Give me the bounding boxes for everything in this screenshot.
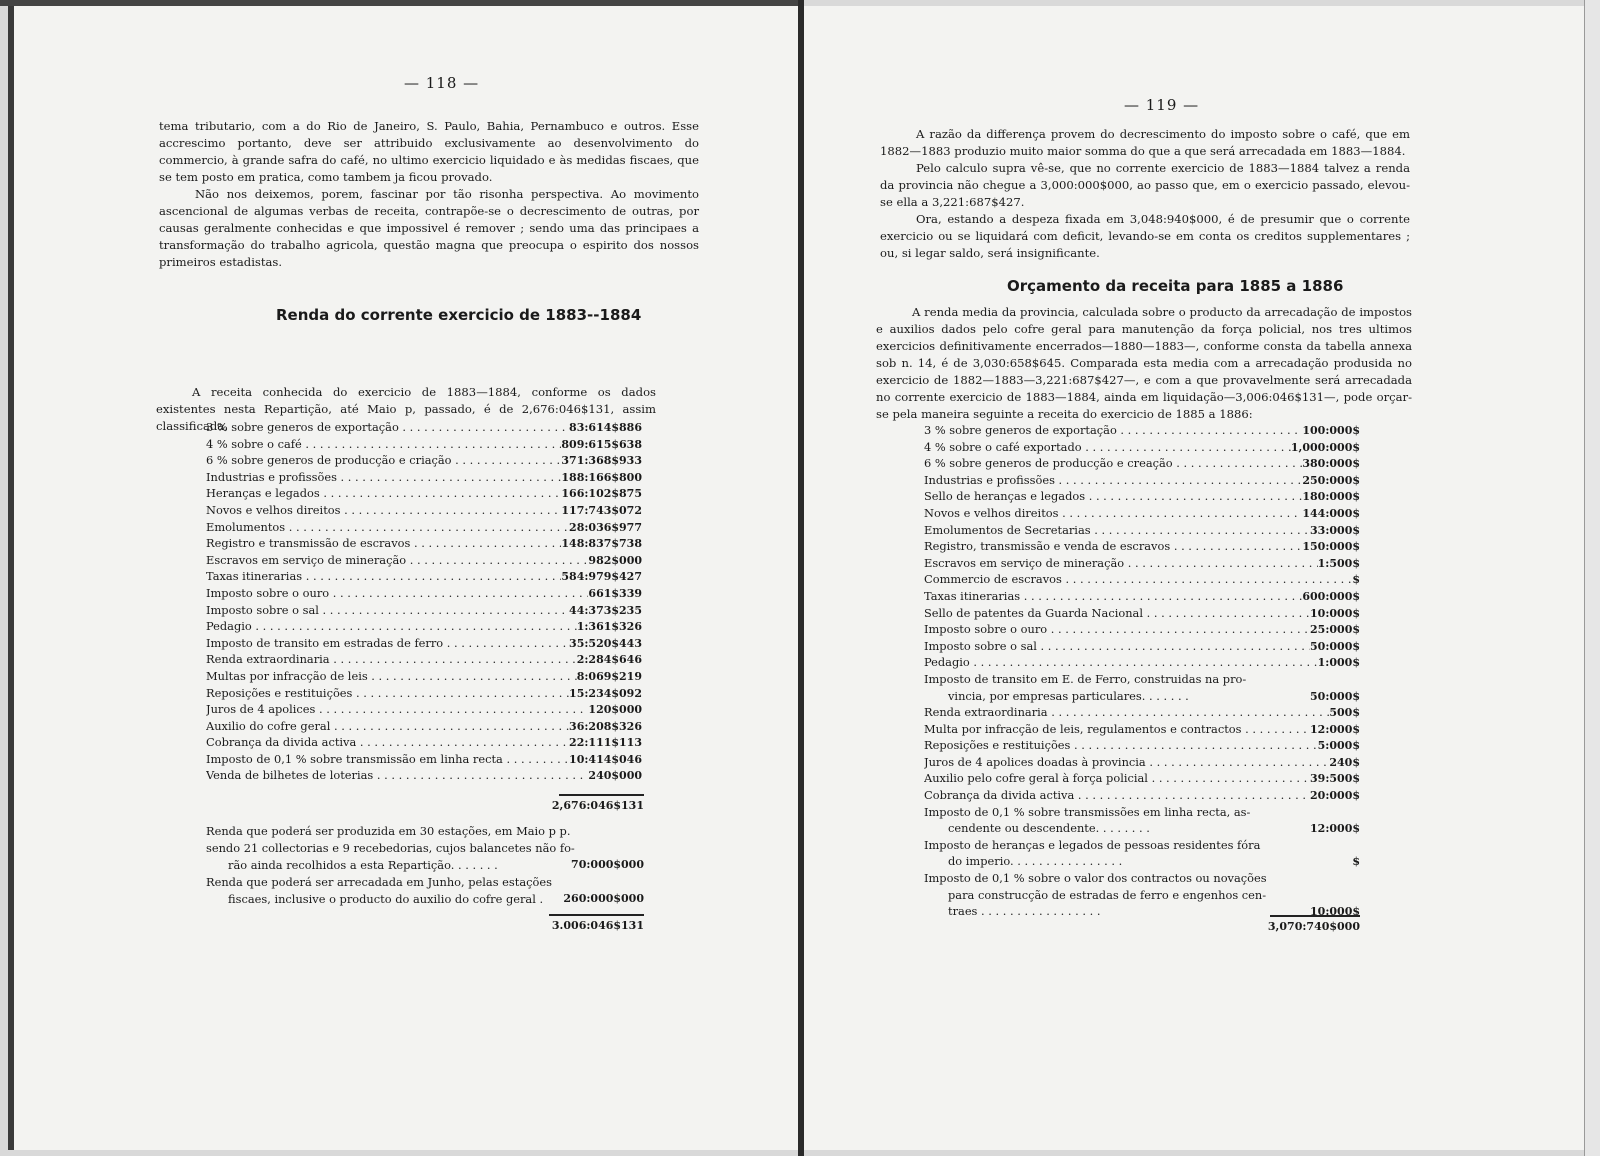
revenue-row-label: 4 % sobre o café . . .	[206, 436, 561, 453]
budget-row-label: Novos e velhos direitos . . .	[924, 505, 1302, 522]
revenue-row-label: Juros de 4 apolices . . .	[206, 701, 588, 718]
budget-row-value: 1,000:000$	[1290, 440, 1360, 454]
budget-row-rail-1-label: Imposto de 0,1 % sobre o valor dos contractos ou novações	[924, 871, 1267, 886]
revenue-row-label: Imposto sobre o sal . . .	[206, 602, 569, 619]
right-budget-table	[924, 422, 1360, 920]
budget-row-label: 4 % sobre o café exportado . . .	[924, 439, 1291, 456]
budget-row	[924, 721, 1360, 738]
left-subtotal: 2,676:046$131	[551, 799, 644, 812]
left-intro-paragraph-1: tema tributario, com a do Rio de Janeiro, S. Paulo, Bahia, Pernambuco e outros. Esse accrescimo portanto, deve ser attribuido exclusivamente ao desenvolvimento do commercio, à grande safra do café, no ultimo exercicio liquidado e às medidas fiscaes, que se tem posto em pratica, como tambem ja ficou provado.	[159, 119, 699, 184]
budget-row	[924, 538, 1360, 555]
revenue-row-value: 28:036$977	[569, 520, 642, 534]
budget-row-value: 600:000$	[1302, 589, 1360, 603]
revenue-row-label: Imposto sobre o ouro . . .	[206, 585, 588, 602]
right-intro-paragraph-1: A razão da differença provem do decrescimento do imposto sobre o café, que em 1882—1883 produzio muito maior somma do que a que será arrecadada em 1883—1884.	[880, 127, 1410, 158]
right-grand-total: 3,070:740$000	[1267, 920, 1360, 933]
budget-row-label: 3 % sobre generos de exportação . . .	[924, 422, 1302, 439]
budget-row-value: 100:000$	[1302, 424, 1360, 437]
budget-row	[924, 455, 1360, 472]
revenue-row	[206, 767, 642, 784]
revenue-row-label: Multas por infracção de leis . . .	[206, 668, 577, 685]
budget-row-transit-2-value: 50:000$	[1310, 689, 1360, 703]
left-subtotal-rule	[559, 794, 644, 796]
budget-row	[924, 754, 1360, 771]
budget-row	[924, 472, 1360, 489]
left-intro-paragraph-2: Não nos deixemos, porem, fascinar por tão risonha perspectiva. Ao movimento ascencional de algumas verbas de receita, contrapõe-se o decrescimento de outras, por causas geralmente conhecidas e que impossivel é remover ; sendo uma das principaes a transformação do trabalho agricola, questão magna que preocupa o espirito dos nossos primeiros estadistas.	[159, 187, 699, 269]
revenue-row	[206, 585, 642, 602]
revenue-row-value: 35:520$443	[569, 636, 642, 650]
budget-row-value: 500$	[1329, 706, 1360, 720]
budget-row	[924, 505, 1360, 522]
budget-row	[924, 787, 1360, 804]
budget-row-label: Imposto sobre o ouro . . .	[924, 621, 1310, 638]
budget-row	[924, 638, 1360, 655]
page-number-left: — 118 —	[404, 74, 480, 92]
budget-row-value: 380:000$	[1302, 457, 1360, 471]
budget-row-value: 5:000$	[1317, 739, 1360, 753]
budget-row-label: Renda extraordinaria . . .	[924, 704, 1329, 721]
budget-row-label: Commercio de escravos . . .	[924, 571, 1352, 588]
revenue-row	[206, 436, 642, 453]
extra-may-line-2: sendo 21 collectorias e 9 recebedorias, cujos balancetes não fo-	[206, 841, 575, 855]
budget-row	[924, 737, 1360, 754]
budget-row-value: 1:500$	[1317, 556, 1360, 570]
revenue-row	[206, 419, 642, 436]
budget-row-label: Imposto sobre o sal . . .	[924, 638, 1310, 655]
revenue-row-label: Imposto de 0,1 % sobre transmissão em linha recta . . .	[206, 751, 569, 768]
budget-row-label: Sello de patentes da Guarda Nacional . . .	[924, 605, 1310, 622]
budget-row-label: Reposições e restituições . . .	[924, 737, 1318, 754]
budget-row-label: Pedagio . . .	[924, 654, 1318, 671]
budget-row-label: Emolumentos de Secretarias . . .	[924, 522, 1310, 539]
budget-row-inherit-1	[924, 837, 1360, 854]
budget-row-tax01-2-label: cendente ou descendente. . . . . . . .	[948, 821, 1150, 836]
budget-row-inherit-2-label: do imperio. . . . . . . . . . . . . . . .	[948, 854, 1123, 869]
budget-row	[924, 522, 1360, 539]
revenue-row	[206, 469, 642, 486]
revenue-row-label: Novos e velhos direitos . . .	[206, 502, 561, 519]
revenue-row-label: Auxilio do cofre geral . . .	[206, 718, 569, 735]
revenue-row	[206, 751, 642, 768]
budget-row-value: 12:000$	[1310, 722, 1360, 736]
revenue-row-value: 809:615$638	[561, 437, 642, 451]
budget-row-value: 10:000$	[1310, 606, 1360, 620]
budget-row-inherit-2	[924, 853, 1360, 870]
budget-row-value: 150:000$	[1302, 540, 1360, 554]
budget-row-label: Multa por infracção de leis, regulamentos e contractos . . .	[924, 721, 1310, 738]
revenue-row-value: 120$000	[588, 703, 642, 717]
left-revenue-table	[206, 419, 642, 784]
revenue-row-value: 15:234$092	[569, 686, 642, 700]
revenue-row-label: Renda extraordinaria . . .	[206, 651, 577, 668]
revenue-row	[206, 485, 642, 502]
revenue-row-value: 148:837$738	[561, 537, 642, 551]
revenue-row-label: Pedagio . . .	[206, 618, 577, 635]
revenue-row-label: Imposto de transito em estradas de ferro . . .	[206, 635, 569, 652]
budget-row-value: 20:000$	[1310, 789, 1360, 803]
budget-row-value: $	[1352, 573, 1360, 587]
page-118	[8, 6, 800, 1150]
revenue-row-label: Registro e transmissão de escravos . . .	[206, 535, 561, 552]
revenue-row	[206, 519, 642, 536]
budget-row-rail-2-label: para construcção de estradas de ferro e engenhos cen-	[948, 887, 1267, 902]
revenue-row	[206, 734, 642, 751]
right-total-rule	[1270, 915, 1360, 917]
revenue-row	[206, 635, 642, 652]
revenue-row-value: 2:284$646	[576, 653, 642, 667]
budget-row-value: 33:000$	[1310, 523, 1360, 537]
left-intro	[159, 118, 699, 271]
budget-row-tax01-2	[924, 820, 1360, 837]
revenue-row-value: 44:373$235	[569, 603, 642, 617]
revenue-row	[206, 452, 642, 469]
revenue-row-value: 83:614$886	[569, 421, 642, 434]
extra-may-line-1: Renda que poderá ser produzida em 30 estações, em Maio p p.	[206, 824, 571, 838]
revenue-row-label: Heranças e legados . . .	[206, 485, 561, 502]
revenue-row-value: 240$000	[588, 769, 642, 783]
budget-row-rail-2	[924, 887, 1360, 904]
revenue-row-value: 166:102$875	[561, 487, 642, 501]
budget-row-inherit-1-label: Imposto de heranças e legados de pessoas residentes fóra	[924, 837, 1261, 852]
budget-row-tax01-2-value: 12:000$	[1310, 822, 1360, 836]
budget-row-value: 39:500$	[1310, 772, 1360, 786]
revenue-row-label: Reposições e restituições . . .	[206, 685, 569, 702]
budget-row-rail-3-label: traes . . . . . . . . . . . . . . . . .	[948, 904, 1101, 919]
revenue-row-value: 1:361$326	[576, 620, 642, 634]
budget-row-label: Sello de heranças e legados . . .	[924, 488, 1302, 505]
left-total-rule	[549, 914, 644, 916]
revenue-row	[206, 552, 642, 569]
revenue-row-label: Escravos em serviço de mineração . . .	[206, 552, 588, 569]
revenue-row-value: 10:414$046	[569, 752, 642, 766]
budget-row	[924, 704, 1360, 721]
budget-row-transit-1	[924, 671, 1360, 688]
revenue-row-label: Emolumentos . . .	[206, 519, 569, 536]
page-edge	[1584, 0, 1600, 1156]
budget-row-value: 50:000$	[1310, 639, 1360, 653]
budget-row-rail-3	[924, 903, 1360, 920]
revenue-row-value: 982$000	[588, 553, 642, 567]
revenue-row	[206, 668, 642, 685]
left-lead-text: A receita conhecida do exercicio de 1883—1884, conforme os dados existentes nesta Repartição, até Maio p, passado, é de 2,676:046$131, assim classificada,	[156, 385, 656, 433]
budget-row-label: 6 % sobre generos de producção e creação . . .	[924, 455, 1302, 472]
revenue-row	[206, 568, 642, 585]
revenue-row-label: Cobrança da divida activa . . .	[206, 734, 569, 751]
revenue-row	[206, 602, 642, 619]
budget-row-value: 1:000$	[1317, 656, 1360, 670]
budget-row	[924, 439, 1360, 456]
budget-row-label: Escravos em serviço de mineração . . .	[924, 555, 1318, 572]
budget-row-label: Auxilio pelo cofre geral à força policial . . .	[924, 770, 1310, 787]
budget-row	[924, 571, 1360, 588]
budget-row-value: 250:000$	[1302, 473, 1360, 487]
extra-june-line-1: Renda que poderá ser arrecadada em Junho, pelas estações	[206, 875, 552, 889]
revenue-row	[206, 618, 642, 635]
extra-may-line-3: rão ainda recolhidos a esta Repartição. . . . . . .	[228, 858, 498, 872]
revenue-row-value: 36:208$326	[569, 719, 642, 733]
budget-row-value: 180:000$	[1302, 490, 1360, 504]
revenue-row-value: 188:166$800	[561, 470, 642, 484]
budget-row	[924, 621, 1360, 638]
right-lead-text: A renda media da provincia, calculada sobre o producto da arrecadação de impostos e auxilios dados pelo cofre geral para manutenção da força policial, nos tres ultimos exercicios definitivamente encerrados—1880—1883—, conforme consta da tabella annexa sob n. 14, é de 3,030:658$645. Comparada esta media com a arrecadação produsida no exercicio de 1882—1883—3,221:687$427—, e com a que provavelmente será arrecadada no corrente exercicio de 1883—1884, ainda em liquidação—3,006:046$131—, pode orçar-se pela maneira seguinte a receita do exercicio de 1885 a 1886:	[876, 305, 1412, 421]
left-grand-total: 3.006:046$131	[551, 919, 644, 932]
revenue-row	[206, 651, 642, 668]
right-section-title: Orçamento da receita para 1885 a 1886	[1007, 277, 1344, 295]
right-intro	[880, 126, 1410, 262]
right-lead	[876, 304, 1412, 423]
right-intro-paragraph-3: Ora, estando a despeza fixada em 3,048:940$000, é de presumir que o corrente exercicio ou se liquidará com deficit, levando-se em conta os creditos supplementares ; ou, si legar saldo, será insignificante.	[880, 212, 1410, 260]
budget-row-value: 144:000$	[1302, 506, 1360, 520]
revenue-row-label: 3 % sobre generos de exportação . . .	[206, 419, 569, 436]
budget-row-value: 25:000$	[1310, 623, 1360, 637]
revenue-row-value: 661$339	[588, 586, 642, 600]
budget-row	[924, 555, 1360, 572]
budget-row	[924, 605, 1360, 622]
budget-row-rail-3-value: 10:000$	[1310, 905, 1360, 919]
revenue-row	[206, 718, 642, 735]
budget-row-value: 240$	[1329, 755, 1360, 769]
budget-row-label: Juros de 4 apolices doadas à provincia . . .	[924, 754, 1329, 771]
budget-row-inherit-2-value: $	[1352, 855, 1360, 869]
revenue-row-label: 6 % sobre generos de producção e criação . . .	[206, 452, 561, 469]
budget-row	[924, 588, 1360, 605]
extra-june-value: 260:000$000	[563, 892, 644, 905]
budget-row-rail-1	[924, 870, 1360, 887]
budget-row-tax01-1-label: Imposto de 0,1 % sobre transmissões em linha recta, as-	[924, 804, 1251, 819]
right-intro-paragraph-2: Pelo calculo supra vê-se, que no corrente exercicio de 1883—1884 talvez a renda da provincia não chegue a 3,000:000$000, ao passo que, em o exercicio passado, elevou-se ella a 3,221:687$427.	[880, 161, 1410, 209]
budget-row-transit-2	[924, 688, 1360, 705]
budget-row-label: Cobrança da divida activa . . .	[924, 787, 1310, 804]
revenue-row-label: Industrias e profissões . . .	[206, 469, 561, 486]
page-119	[802, 6, 1584, 1150]
revenue-row-value: 8:069$219	[576, 669, 642, 683]
extra-may-value: 70:000$000	[571, 858, 644, 871]
budget-row-transit-2-label: vincia, por empresas particulares. . . . . . .	[948, 688, 1189, 703]
budget-row-tax01-1	[924, 804, 1360, 821]
revenue-row-value: 584:979$427	[561, 570, 642, 584]
revenue-row-label: Venda de bilhetes de loterias . . .	[206, 767, 588, 784]
revenue-row-value: 117:743$072	[561, 503, 642, 517]
left-section-title: Renda do corrente exercicio de 1883--1884	[276, 306, 642, 324]
revenue-row-label: Taxas itinerarias . . .	[206, 568, 561, 585]
budget-row	[924, 654, 1360, 671]
budget-row	[924, 770, 1360, 787]
budget-row	[924, 488, 1360, 505]
budget-row	[924, 422, 1360, 439]
revenue-row	[206, 701, 642, 718]
revenue-row	[206, 502, 642, 519]
revenue-row-value: 22:111$113	[569, 736, 642, 750]
extra-june-line-2: fiscaes, inclusive o producto do auxilio do cofre geral .	[228, 892, 544, 906]
page-number-right: — 119 —	[1124, 96, 1200, 114]
revenue-row	[206, 685, 642, 702]
revenue-row-value: 371:368$933	[561, 454, 642, 468]
budget-row-label: Registro, transmissão e venda de escravos . . .	[924, 538, 1302, 555]
revenue-row	[206, 535, 642, 552]
budget-row-label: Taxas itinerarias . . .	[924, 588, 1302, 605]
budget-row-transit-1-label: Imposto de transito em E. de Ferro, construidas na pro-	[924, 671, 1247, 686]
budget-row-label: Industrias e profissões . . .	[924, 472, 1302, 489]
